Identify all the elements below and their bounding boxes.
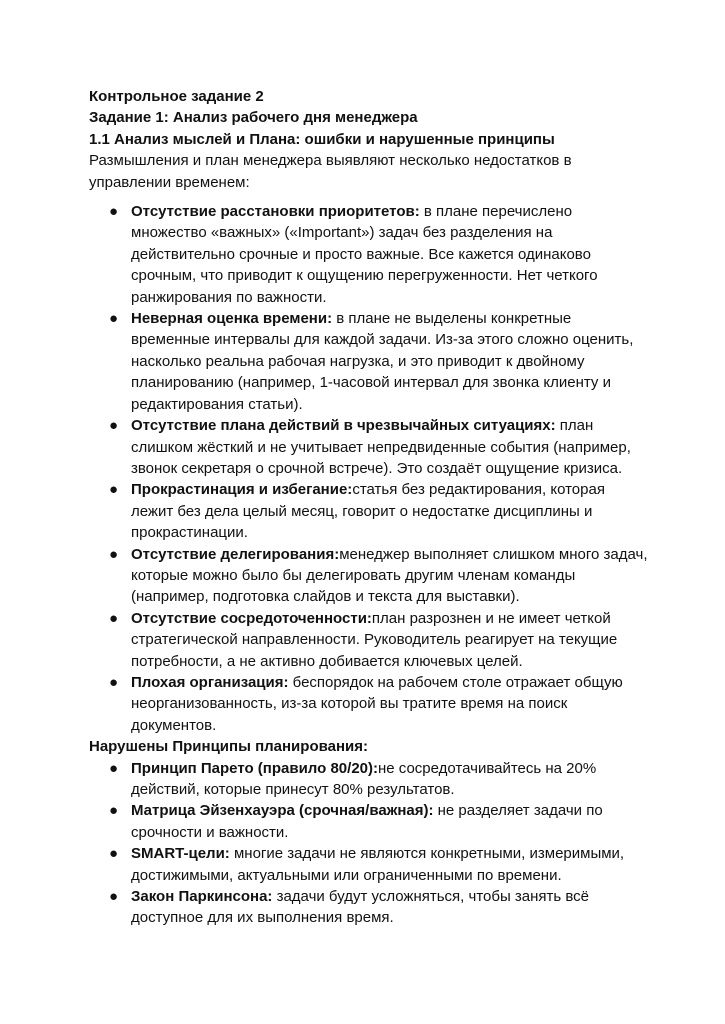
- list-item: [89, 479, 649, 543]
- list-item: [89, 308, 649, 415]
- principles-list: [89, 758, 649, 929]
- task-heading: Задание 1: Анализ рабочего дня менеджера: [89, 109, 418, 127]
- list-item: [89, 608, 649, 672]
- bullet-icon: ●: [109, 545, 119, 563]
- document-page: [89, 86, 649, 929]
- bullet-icon: ●: [109, 203, 119, 221]
- bullet-icon: ●: [109, 481, 119, 499]
- item-term: Плохая организация:: [131, 673, 289, 691]
- item-text: беспорядок на рабочем столе отражает общую неорганизованность, из-за которой вы тратите время на поиск документов.: [131, 673, 623, 734]
- item-text: многие задачи не являются конкретными, измеримыми, достижимыми, актуальными или ограниченными по времени.: [131, 845, 625, 884]
- bullet-icon: ●: [109, 417, 119, 435]
- item-term: Закон Паркинсона:: [131, 888, 273, 906]
- list-item: [89, 843, 649, 886]
- bullet-icon: ●: [109, 845, 119, 863]
- document-title: Контрольное задание 2: [89, 88, 264, 105]
- item-text: в плане перечислено множество «важных» («Important») задач без разделения на действительно срочные и просто важные. Все кажется одинаково срочным, что приводит к ощущению перегруженности. Нет четкого ранжирования по важности.: [131, 203, 598, 306]
- item-text: план слишком жёсткий и не учитывает непредвиденные события (например, звонок секретаря о срочной встрече). Это создаёт ощущение кризиса.: [131, 417, 631, 477]
- intro-paragraph: Размышления и план менеджера выявляют несколько недостатков в управлении временем:: [89, 152, 572, 191]
- item-text: не разделяет задачи по срочности и важности.: [131, 802, 603, 841]
- item-term: Неверная оценка времени:: [131, 310, 333, 328]
- list-item: [89, 886, 649, 929]
- list-item: [89, 800, 649, 843]
- list-item: [89, 415, 649, 479]
- item-term: Отсутствие расстановки приоритетов:: [131, 203, 420, 221]
- item-text: менеджер выполняет слишком много задач, которые можно было бы делегировать другим членам команды (например, подготовка слайдов и текста для выставки).: [131, 545, 648, 606]
- item-text: план разрознен и не имеет четкой стратегической направленности. Руководитель реагирует на текущие потребности, а не активно добивается ключевых целей.: [131, 609, 618, 670]
- item-text: в плане не выделены конкретные временные интервалы для каждой задачи. Из-за этого сложно оценить, насколько реальна рабочая нагрузка, и это приводит к двойному планированию (например, 1-часовой интервал для звонка клиенту и редактирования статьи).: [131, 310, 634, 413]
- bullet-icon: ●: [109, 609, 119, 627]
- bullet-icon: ●: [109, 673, 119, 691]
- problems-list: [89, 201, 649, 736]
- section-heading: 1.1 Анализ мыслей и Плана: ошибки и нарушенные принципы: [89, 130, 555, 148]
- item-text: статья без редактирования, которая лежит без дела целый месяц, говорит о недостатке дисциплины и прокрастинации.: [131, 481, 605, 542]
- principles-heading: Нарушены Принципы планирования:: [89, 738, 369, 756]
- item-term: Отсутствие сосредоточенности:: [131, 609, 372, 627]
- item-term: SMART-цели:: [131, 845, 230, 863]
- item-term: Отсутствие плана действий в чрезвычайных ситуациях:: [131, 417, 556, 435]
- item-term: Прокрастинация и избегание:: [131, 481, 353, 499]
- item-term: Матрица Эйзенхауэра (срочная/важная):: [131, 802, 434, 820]
- list-item: [89, 672, 649, 736]
- item-term: Принцип Парето (правило 80/20):: [131, 759, 378, 777]
- bullet-icon: ●: [109, 759, 119, 777]
- list-item: [89, 201, 649, 308]
- list-item: [89, 544, 649, 608]
- item-text: не сосредотачивайтесь на 20% действий, которые принесут 80% результатов.: [131, 759, 597, 798]
- list-item: [89, 758, 649, 801]
- item-term: Отсутствие делегирования:: [131, 545, 340, 563]
- bullet-icon: ●: [109, 310, 119, 328]
- item-text: задачи будут усложняться, чтобы занять всё доступное для их выполнения время.: [131, 888, 590, 927]
- bullet-icon: ●: [109, 802, 119, 820]
- bullet-icon: ●: [109, 888, 119, 906]
